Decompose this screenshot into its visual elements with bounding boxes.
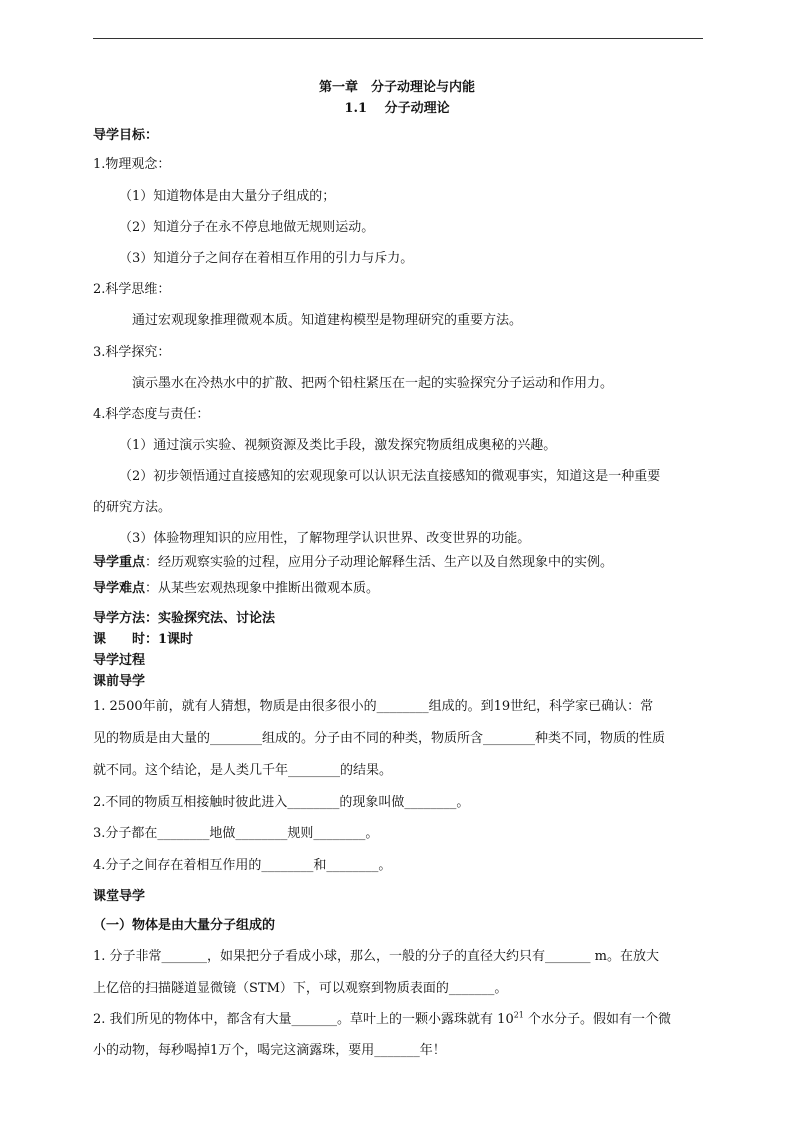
in-class-heading: 课堂导学 bbox=[93, 889, 146, 904]
goal-item: （1）知道物体是由大量分子组成的； bbox=[119, 189, 336, 204]
difficulty-text: ：从某些宏观热现象中推断出微观本质。 bbox=[145, 581, 380, 596]
in-class-q2-line: 小的动物，每秒喝掉1万个，喝完这滴露珠，要用_______年！ bbox=[93, 1043, 446, 1058]
process-heading: 导学过程 bbox=[93, 653, 146, 668]
goals-heading: 导学目标： bbox=[93, 128, 159, 143]
in-class-q1-line: 1. 分子非常_______，如果把分子看成小球，那么，一般的分子的直径大约只有_______ m。在放大 bbox=[93, 949, 659, 964]
pre-class-q1-line: 1. 2500年前，就有人猜想，物质是由很多很小的________组成的。到19世纪，科学家已确认：常 bbox=[93, 699, 654, 714]
goal-item-continued: 的研究方法。 bbox=[93, 500, 172, 515]
difficulty-line bbox=[93, 581, 379, 597]
pre-class-q1-line: 见的物质是由大量的________组成的。分子由不同的种类，物质所含________种类不同，物质的性质 bbox=[93, 731, 666, 746]
exponent-21: 21 bbox=[513, 1010, 524, 1020]
in-class-subheading: （一）物体是由大量分子组成的 bbox=[93, 918, 276, 933]
pre-class-heading: 课前导学 bbox=[93, 674, 146, 689]
header-rule bbox=[93, 38, 703, 39]
method-line: 导学方法：实验探究法、讨论法 bbox=[93, 611, 276, 626]
goal-science-inquiry-title: 3.科学探究： bbox=[93, 345, 171, 360]
key-point-label: 导学重点 bbox=[93, 555, 146, 570]
in-class-q2-text-b: 个水分子。假如有一个微 bbox=[523, 1012, 672, 1027]
difficulty-label: 导学难点 bbox=[93, 581, 146, 596]
in-class-q2-text-a: 2. 我们所见的物体中，都含有大量_______。草叶上的一颗小露珠就有 10 bbox=[93, 1012, 514, 1027]
goal-item: （3）知道分子之间存在着相互作用的引力与斥力。 bbox=[119, 251, 414, 266]
in-class-q2-line bbox=[93, 1012, 671, 1028]
goal-physics-concept-title: 1.物理观念： bbox=[93, 157, 171, 172]
goal-science-thinking-title: 2.科学思维： bbox=[93, 282, 171, 297]
section-title: 1.1 分子动理论 bbox=[344, 101, 450, 116]
goal-attitude-title: 4.科学态度与责任： bbox=[93, 407, 210, 422]
goal-item: （2）知道分子在永不停息地做无规则运动。 bbox=[119, 220, 375, 235]
goal-science-inquiry-text: 演示墨水在冷热水中的扩散、把两个铅柱紧压在一起的实验探究分子运动和作用力。 bbox=[132, 376, 614, 391]
pre-class-q2: 2.不同的物质互相接触时彼此进入________的现象叫做________。 bbox=[93, 795, 470, 810]
goal-science-thinking-text: 通过宏观现象推理微观本质。知道建构模型是物理研究的重要方法。 bbox=[132, 313, 523, 328]
key-point-line bbox=[93, 555, 613, 571]
goal-item: （3）体验物理知识的应用性，了解物理学认识世界、改变世界的功能。 bbox=[119, 531, 531, 546]
class-hours-label: 课 时 bbox=[93, 632, 146, 647]
goal-item: （1）通过演示实验、视频资源及类比手段，激发探究物质组成奥秘的兴趣。 bbox=[119, 438, 557, 453]
goal-item: （2）初步领悟通过直接感知的宏观现象可以认识无法直接感知的微观事实，知道这是一种重要 bbox=[119, 469, 661, 484]
class-hours-line bbox=[93, 632, 193, 648]
key-point-text: ：经历观察实验的过程，应用分子动理论解释生活、生产以及自然现象中的实例。 bbox=[145, 555, 614, 570]
chapter-title: 第一章 分子动理论与内能 bbox=[318, 80, 475, 95]
pre-class-q3: 3.分子都在________地做________规则________。 bbox=[93, 826, 379, 841]
in-class-q1-line: 上亿倍的扫描隧道显微镜（STM）下，可以观察到物质表面的_______。 bbox=[93, 981, 508, 996]
pre-class-q4: 4.分子之间存在着相互作用的________和________。 bbox=[93, 858, 392, 873]
class-hours-text: ：1课时 bbox=[145, 632, 194, 647]
pre-class-q1-line: 就不同。这个结论，是人类几千年________的结果。 bbox=[93, 763, 393, 778]
